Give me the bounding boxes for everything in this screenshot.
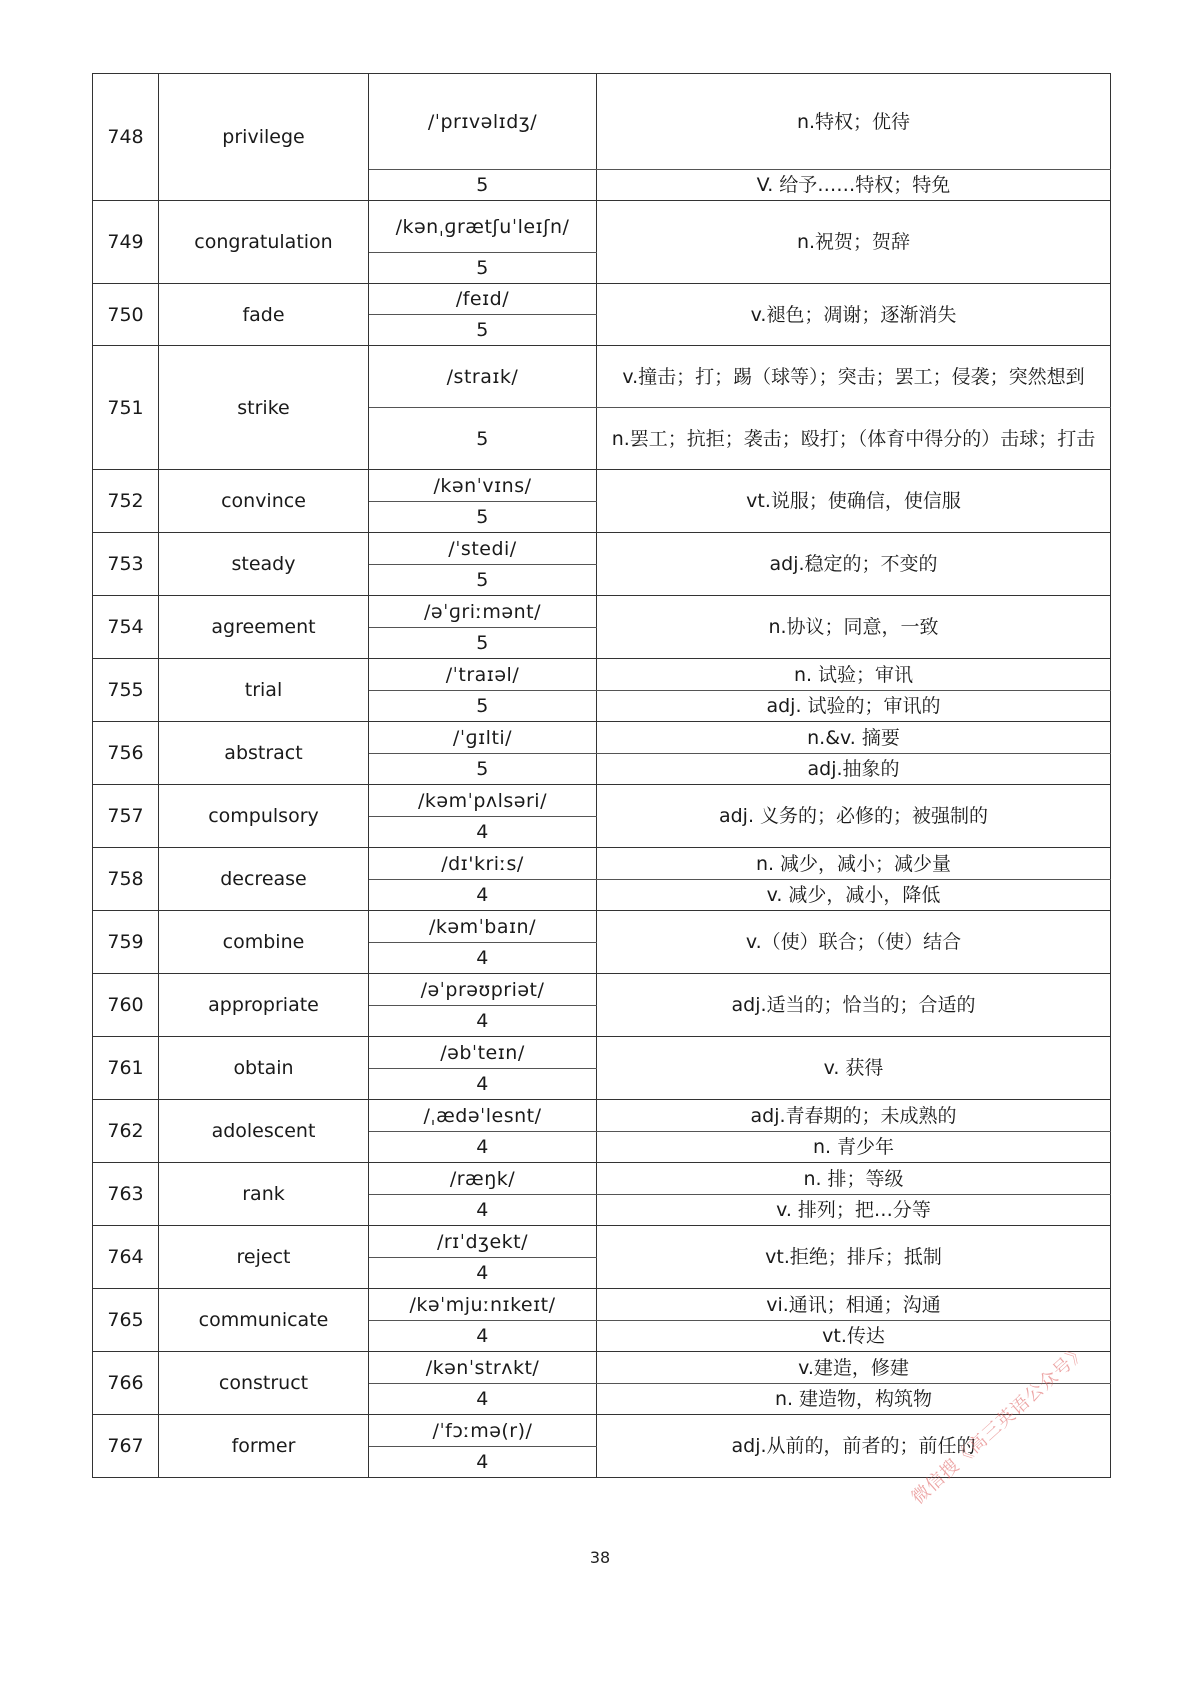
entry-meaning: n. 减少，减小；减少量 xyxy=(597,848,1111,880)
entry-word: steady xyxy=(159,533,369,596)
vocab-entry-row xyxy=(93,785,1111,817)
entry-phonetic: /ˈtraɪəl/ xyxy=(369,659,597,691)
entry-phonetic: /kənˈvɪns/ xyxy=(369,470,597,502)
entry-phonetic: /əbˈteɪn/ xyxy=(369,1037,597,1069)
entry-meaning-secondary: n.罢工；抗拒；袭击；殴打；（体育中得分的）击球；打击 xyxy=(597,408,1111,470)
entry-frequency: 5 xyxy=(369,628,597,659)
entry-meaning: v.褪色；凋谢；逐渐消失 xyxy=(597,284,1111,346)
entry-meaning: adj.青春期的；未成熟的 xyxy=(597,1100,1111,1132)
entry-phonetic: /ˈstedi/ xyxy=(369,533,597,565)
entry-word: convince xyxy=(159,470,369,533)
entry-frequency: 5 xyxy=(369,565,597,596)
entry-frequency: 4 xyxy=(369,1447,597,1478)
entry-frequency: 4 xyxy=(369,817,597,848)
entry-meaning-secondary: V. 给予……特权；特免 xyxy=(597,170,1111,201)
entry-frequency: 5 xyxy=(369,170,597,201)
entry-frequency: 5 xyxy=(369,754,597,785)
entry-number: 754 xyxy=(93,596,159,659)
entry-number: 767 xyxy=(93,1415,159,1478)
entry-phonetic: /straɪk/ xyxy=(369,346,597,408)
entry-frequency: 4 xyxy=(369,1321,597,1352)
entry-number: 762 xyxy=(93,1100,159,1163)
entry-meaning: n.特权；优待 xyxy=(597,74,1111,170)
entry-frequency: 4 xyxy=(369,1069,597,1100)
vocab-entry-row xyxy=(93,596,1111,628)
entry-word: compulsory xyxy=(159,785,369,848)
entry-meaning: vi.通讯；相通；沟通 xyxy=(597,1289,1111,1321)
vocab-entry-row xyxy=(93,848,1111,880)
vocab-entry-row xyxy=(93,974,1111,1006)
entry-number: 766 xyxy=(93,1352,159,1415)
entry-meaning: adj.从前的，前者的；前任的 xyxy=(597,1415,1111,1478)
vocab-entry-row xyxy=(93,1289,1111,1321)
entry-number: 751 xyxy=(93,346,159,470)
entry-phonetic: /ˌædəˈlesnt/ xyxy=(369,1100,597,1132)
entry-word: appropriate xyxy=(159,974,369,1037)
entry-phonetic: /feɪd/ xyxy=(369,284,597,315)
entry-number: 748 xyxy=(93,74,159,201)
entry-word: trial xyxy=(159,659,369,722)
entry-phonetic: /kənˈstrʌkt/ xyxy=(369,1352,597,1384)
watermark-text: 微信搜《高三英语公众号》 xyxy=(907,1340,1092,1509)
entry-number: 757 xyxy=(93,785,159,848)
entry-phonetic: /kəˈmjuːnɪkeɪt/ xyxy=(369,1289,597,1321)
vocab-entry-row xyxy=(93,74,1111,170)
vocab-entry-row xyxy=(93,284,1111,315)
entry-meaning: n.祝贺；贺辞 xyxy=(597,201,1111,284)
entry-meaning: v. 获得 xyxy=(597,1037,1111,1100)
entry-phonetic: /əˈprəʊpriət/ xyxy=(369,974,597,1006)
entry-frequency: 4 xyxy=(369,943,597,974)
vocab-entry-row xyxy=(93,201,1111,253)
entry-meaning: n. 试验；审讯 xyxy=(597,659,1111,691)
entry-word: congratulation xyxy=(159,201,369,284)
vocab-entry-row xyxy=(93,1037,1111,1069)
vocab-entry-row xyxy=(93,722,1111,754)
entry-number: 759 xyxy=(93,911,159,974)
entry-meaning: n. 排；等级 xyxy=(597,1163,1111,1195)
entry-frequency: 4 xyxy=(369,880,597,911)
entry-meaning-secondary: v. 减少，减小，降低 xyxy=(597,880,1111,911)
entry-word: agreement xyxy=(159,596,369,659)
entry-meaning-secondary: vt.传达 xyxy=(597,1321,1111,1352)
entry-meaning: adj.适当的；恰当的；合适的 xyxy=(597,974,1111,1037)
entry-phonetic: /ˈprɪvəlɪdʒ/ xyxy=(369,74,597,170)
entry-frequency: 5 xyxy=(369,253,597,284)
entry-word: adolescent xyxy=(159,1100,369,1163)
entry-meaning: vt.说服；使确信，使信服 xyxy=(597,470,1111,533)
entry-phonetic: /ˈfɔːmə(r)/ xyxy=(369,1415,597,1447)
page-number: 38 xyxy=(589,1548,611,1567)
entry-frequency: 4 xyxy=(369,1384,597,1415)
entry-number: 756 xyxy=(93,722,159,785)
entry-frequency: 5 xyxy=(369,315,597,346)
entry-number: 761 xyxy=(93,1037,159,1100)
vocab-entry-row xyxy=(93,911,1111,943)
vocab-entry-row xyxy=(93,1100,1111,1132)
vocab-entry-row xyxy=(93,346,1111,408)
entry-number: 750 xyxy=(93,284,159,346)
entry-frequency: 4 xyxy=(369,1195,597,1226)
entry-meaning: adj. 义务的；必修的；被强制的 xyxy=(597,785,1111,848)
entry-meaning-secondary: adj.抽象的 xyxy=(597,754,1111,785)
entry-word: construct xyxy=(159,1352,369,1415)
vocab-entry-row xyxy=(93,1163,1111,1195)
entry-meaning-secondary: n. 青少年 xyxy=(597,1132,1111,1163)
entry-phonetic: /kəmˈbaɪn/ xyxy=(369,911,597,943)
entry-frequency: 4 xyxy=(369,1258,597,1289)
entry-word: abstract xyxy=(159,722,369,785)
entry-number: 765 xyxy=(93,1289,159,1352)
entry-number: 749 xyxy=(93,201,159,284)
vocab-entry-row xyxy=(93,1352,1111,1384)
entry-number: 764 xyxy=(93,1226,159,1289)
entry-number: 755 xyxy=(93,659,159,722)
entry-phonetic: /əˈɡriːmənt/ xyxy=(369,596,597,628)
entry-meaning: adj.稳定的；不变的 xyxy=(597,533,1111,596)
entry-phonetic: /ˈɡɪlti/ xyxy=(369,722,597,754)
entry-word: combine xyxy=(159,911,369,974)
entry-word: strike xyxy=(159,346,369,470)
entry-word: obtain xyxy=(159,1037,369,1100)
entry-word: rank xyxy=(159,1163,369,1226)
entry-word: former xyxy=(159,1415,369,1478)
entry-meaning-secondary: adj. 试验的；审讯的 xyxy=(597,691,1111,722)
entry-number: 763 xyxy=(93,1163,159,1226)
vocabulary-table xyxy=(92,73,1111,1478)
entry-phonetic: /rɪˈdʒekt/ xyxy=(369,1226,597,1258)
entry-meaning-secondary: v. 排列；把…分等 xyxy=(597,1195,1111,1226)
entry-frequency: 5 xyxy=(369,502,597,533)
entry-meaning: v.建造，修建 xyxy=(597,1352,1111,1384)
entry-phonetic: /ræŋk/ xyxy=(369,1163,597,1195)
entry-meaning-secondary: n. 建造物，构筑物 xyxy=(597,1384,1111,1415)
entry-number: 760 xyxy=(93,974,159,1037)
entry-meaning: vt.拒绝；排斥；抵制 xyxy=(597,1226,1111,1289)
entry-meaning: v.撞击；打；踢（球等）；突击；罢工；侵袭；突然想到 xyxy=(597,346,1111,408)
entry-meaning: n.&v. 摘要 xyxy=(597,722,1111,754)
entry-phonetic: /kəmˈpʌlsəri/ xyxy=(369,785,597,817)
entry-number: 758 xyxy=(93,848,159,911)
vocabulary-table-body xyxy=(93,74,1111,1478)
vocab-entry-row xyxy=(93,659,1111,691)
entry-word: privilege xyxy=(159,74,369,201)
entry-word: decrease xyxy=(159,848,369,911)
entry-number: 752 xyxy=(93,470,159,533)
entry-meaning: v.（使）联合；（使）结合 xyxy=(597,911,1111,974)
vocab-entry-row xyxy=(93,1226,1111,1258)
entry-phonetic: /dɪ'kriːs/ xyxy=(369,848,597,880)
entry-phonetic: /kənˌɡrætʃuˈleɪʃn/ xyxy=(369,201,597,253)
entry-word: reject xyxy=(159,1226,369,1289)
entry-frequency: 4 xyxy=(369,1132,597,1163)
entry-number: 753 xyxy=(93,533,159,596)
entry-frequency: 4 xyxy=(369,1006,597,1037)
vocab-entry-row xyxy=(93,533,1111,565)
vocab-entry-row xyxy=(93,470,1111,502)
entry-word: fade xyxy=(159,284,369,346)
entry-meaning: n.协议；同意，一致 xyxy=(597,596,1111,659)
entry-word: communicate xyxy=(159,1289,369,1352)
entry-frequency: 5 xyxy=(369,408,597,470)
entry-frequency: 5 xyxy=(369,691,597,722)
